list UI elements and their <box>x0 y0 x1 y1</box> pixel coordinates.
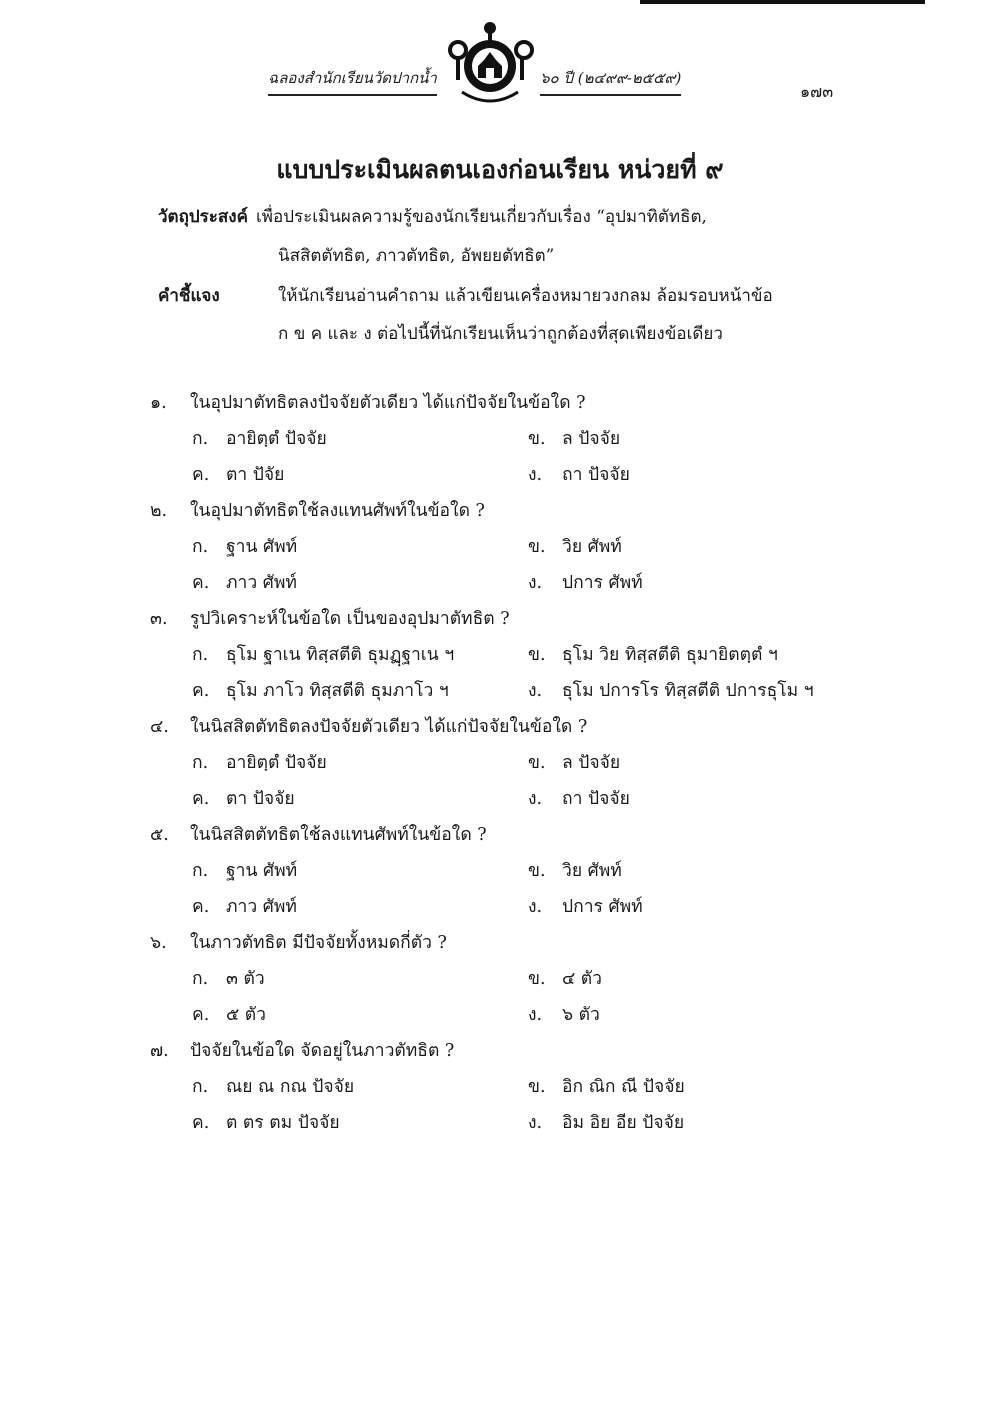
option-prefix: ง. <box>528 465 543 485</box>
option-prefix: ง. <box>528 789 543 809</box>
question-7 <box>150 1036 870 1144</box>
option-text: อายิตฺตํ ปัจจัย <box>226 753 327 773</box>
option-prefix: ข. <box>528 969 546 989</box>
question-number: ๑. <box>150 393 167 413</box>
option-text: ต ตร ตม ปัจจัย <box>226 1113 340 1133</box>
option-c[interactable] <box>192 1000 266 1028</box>
option-text: ๖ ตัว <box>562 1005 600 1025</box>
option-text: อายิตฺตํ ปัจจัย <box>226 429 327 449</box>
option-a[interactable] <box>192 964 265 992</box>
option-text: ภาว ศัพท์ <box>226 897 297 917</box>
option-a[interactable] <box>192 640 454 668</box>
option-prefix: ค. <box>192 1113 210 1133</box>
option-text: ธุโม ปการโร ทิสฺสตีติ ปการธุโม ฯ <box>562 681 814 701</box>
option-b[interactable] <box>528 532 622 560</box>
option-prefix: ค. <box>192 573 210 593</box>
option-text: ล ปัจจัย <box>562 753 621 773</box>
option-c[interactable] <box>192 1108 340 1136</box>
option-text: อิก ณิก ณี ปัจจัย <box>562 1077 685 1097</box>
option-text: ๕ ตัว <box>226 1005 266 1025</box>
question-text: ในอุปมาตัทธิตใช้ลงแทนศัพท์ในข้อใด ? <box>190 501 485 521</box>
option-text: ๓ ตัว <box>226 969 265 989</box>
option-text: วิย ศัพท์ <box>562 861 622 881</box>
question-text: ในนิสสิตตัทธิตใช้ลงแทนศัพท์ในข้อใด ? <box>190 825 487 845</box>
option-prefix: ข. <box>528 1077 546 1097</box>
option-d[interactable] <box>528 1000 600 1028</box>
option-prefix: ข. <box>528 429 546 449</box>
objective-text-line2: นิสสิตตัทธิต, ภาวตัทธิต, อัพยยตัทธิต” <box>278 246 555 266</box>
objective-label: วัตถุประสงค์ <box>158 207 248 227</box>
option-a[interactable] <box>192 1072 354 1100</box>
option-text: ภาว ศัพท์ <box>226 573 297 593</box>
seal-logo-icon <box>440 14 540 114</box>
option-c[interactable] <box>192 892 297 920</box>
question-number: ๗. <box>150 1041 169 1061</box>
header-left-text: ฉลองสำนักเรียนวัดปากน้ำ <box>268 66 437 96</box>
question-text: ในนิสสิตตัทธิตลงปัจจัยตัวเดียว ได้แก่ปัจจัยในข้อใด ? <box>190 717 588 737</box>
option-a[interactable] <box>192 856 297 884</box>
option-text: ปการ ศัพท์ <box>562 573 643 593</box>
option-c[interactable] <box>192 460 284 488</box>
question-4 <box>150 712 870 820</box>
option-prefix: ง. <box>528 1113 543 1133</box>
question-list <box>150 388 870 1144</box>
option-prefix: ก. <box>192 537 209 557</box>
option-d[interactable] <box>528 676 814 704</box>
question-1 <box>150 388 870 496</box>
question-3 <box>150 604 870 712</box>
option-text: ถา ปัจจัย <box>562 789 630 809</box>
question-number: ๒. <box>150 501 168 521</box>
option-d[interactable] <box>528 1108 684 1136</box>
option-prefix: ค. <box>192 465 210 485</box>
option-text: ล ปัจจัย <box>562 429 621 449</box>
option-prefix: ค. <box>192 897 210 917</box>
option-text: ฐาน ศัพท์ <box>226 861 298 881</box>
option-a[interactable] <box>192 424 327 452</box>
question-text: ในภาวตัทธิต มีปัจจัยทั้งหมดกี่ตัว ? <box>190 933 447 953</box>
option-d[interactable] <box>528 784 630 812</box>
option-b[interactable] <box>528 1072 685 1100</box>
question-text: ปัจจัยในข้อใด จัดอยู่ในภาวตัทธิต ? <box>190 1041 455 1061</box>
option-c[interactable] <box>192 676 449 704</box>
option-d[interactable] <box>528 568 643 596</box>
option-prefix: ง. <box>528 573 543 593</box>
option-text: ณย ณ กณ ปัจจัย <box>226 1077 355 1097</box>
option-a[interactable] <box>192 532 297 560</box>
option-a[interactable] <box>192 748 327 776</box>
option-prefix: ข. <box>528 645 546 665</box>
option-text: วิย ศัพท์ <box>562 537 622 557</box>
instruction-text-line1: ให้นักเรียนอ่านคำถาม แล้วเขียนเครื่องหมายวงกลม ล้อมรอบหน้าข้อ <box>278 286 773 306</box>
option-prefix: ง. <box>528 1005 543 1025</box>
question-number: ๓. <box>150 609 168 629</box>
option-text: ตา ปัจัย <box>226 465 285 485</box>
option-prefix: ก. <box>192 861 209 881</box>
header-anniversary-text: ๖๐ ปี (๒๔๙๙-๒๕๕๙) <box>540 66 681 96</box>
option-prefix: ก. <box>192 753 209 773</box>
objective-text-line1: เพื่อประเมินผลความรู้ของนักเรียนเกี่ยวกับเรื่อง “อุปมาทิตัทธิต, <box>256 207 707 227</box>
option-prefix: ข. <box>528 753 546 773</box>
option-text: ธุโม ฐาเน ทิสฺสตีติ ธุมฏฺฐาเน ฯ <box>226 645 455 665</box>
option-text: ธุโม ภาโว ทิสฺสตีติ ธุมภาโว ฯ <box>226 681 449 701</box>
option-prefix: ก. <box>192 1077 209 1097</box>
option-prefix: ข. <box>528 537 546 557</box>
option-prefix: ค. <box>192 789 210 809</box>
instruction-text-line2: ก ข ค และ ง ต่อไปนี้ที่นักเรียนเห็นว่าถูกต้องที่สุดเพียงข้อเดียว <box>278 324 723 344</box>
option-b[interactable] <box>528 748 620 776</box>
option-b[interactable] <box>528 964 602 992</box>
page-title: แบบประเมินผลตนเองก่อนเรียน หน่วยที่ ๙ <box>276 155 724 184</box>
option-text: ๔ ตัว <box>562 969 602 989</box>
option-prefix: ค. <box>192 1005 210 1025</box>
question-text: รูปวิเคราะห์ในข้อใด เป็นของอุปมาตัทธิต ? <box>190 609 510 629</box>
option-c[interactable] <box>192 568 297 596</box>
option-prefix: ง. <box>528 897 543 917</box>
option-text: อิม อิย อีย ปัจจัย <box>562 1113 685 1133</box>
page-header <box>0 0 1000 130</box>
option-text: ฐาน ศัพท์ <box>226 537 298 557</box>
question-5 <box>150 820 870 928</box>
instruction-label: คำชี้แจง <box>158 286 220 306</box>
question-number: ๔. <box>150 717 169 737</box>
option-d[interactable] <box>528 460 630 488</box>
option-text: ตา ปัจจัย <box>226 789 295 809</box>
option-text: ถา ปัจจัย <box>562 465 630 485</box>
option-prefix: ก. <box>192 645 209 665</box>
question-number: ๖. <box>150 933 167 953</box>
page-number: ๑๗๓ <box>800 82 834 101</box>
option-prefix: ค. <box>192 681 210 701</box>
question-6 <box>150 928 870 1036</box>
question-2 <box>150 496 870 604</box>
option-b[interactable] <box>528 424 620 452</box>
option-text: ธุโม วิย ทิสฺสตีติ ธุมายิตตฺตํ ฯ <box>562 645 778 665</box>
option-prefix: ข. <box>528 861 546 881</box>
option-c[interactable] <box>192 784 295 812</box>
question-number: ๕. <box>150 825 169 845</box>
option-b[interactable] <box>528 856 622 884</box>
option-b[interactable] <box>528 640 778 668</box>
option-prefix: ก. <box>192 429 209 449</box>
option-d[interactable] <box>528 892 643 920</box>
option-prefix: ก. <box>192 969 209 989</box>
question-text: ในอุปมาตัทธิตลงปัจจัยตัวเดียว ได้แก่ปัจจัยในข้อใด ? <box>190 393 586 413</box>
option-prefix: ง. <box>528 681 543 701</box>
option-text: ปการ ศัพท์ <box>562 897 643 917</box>
